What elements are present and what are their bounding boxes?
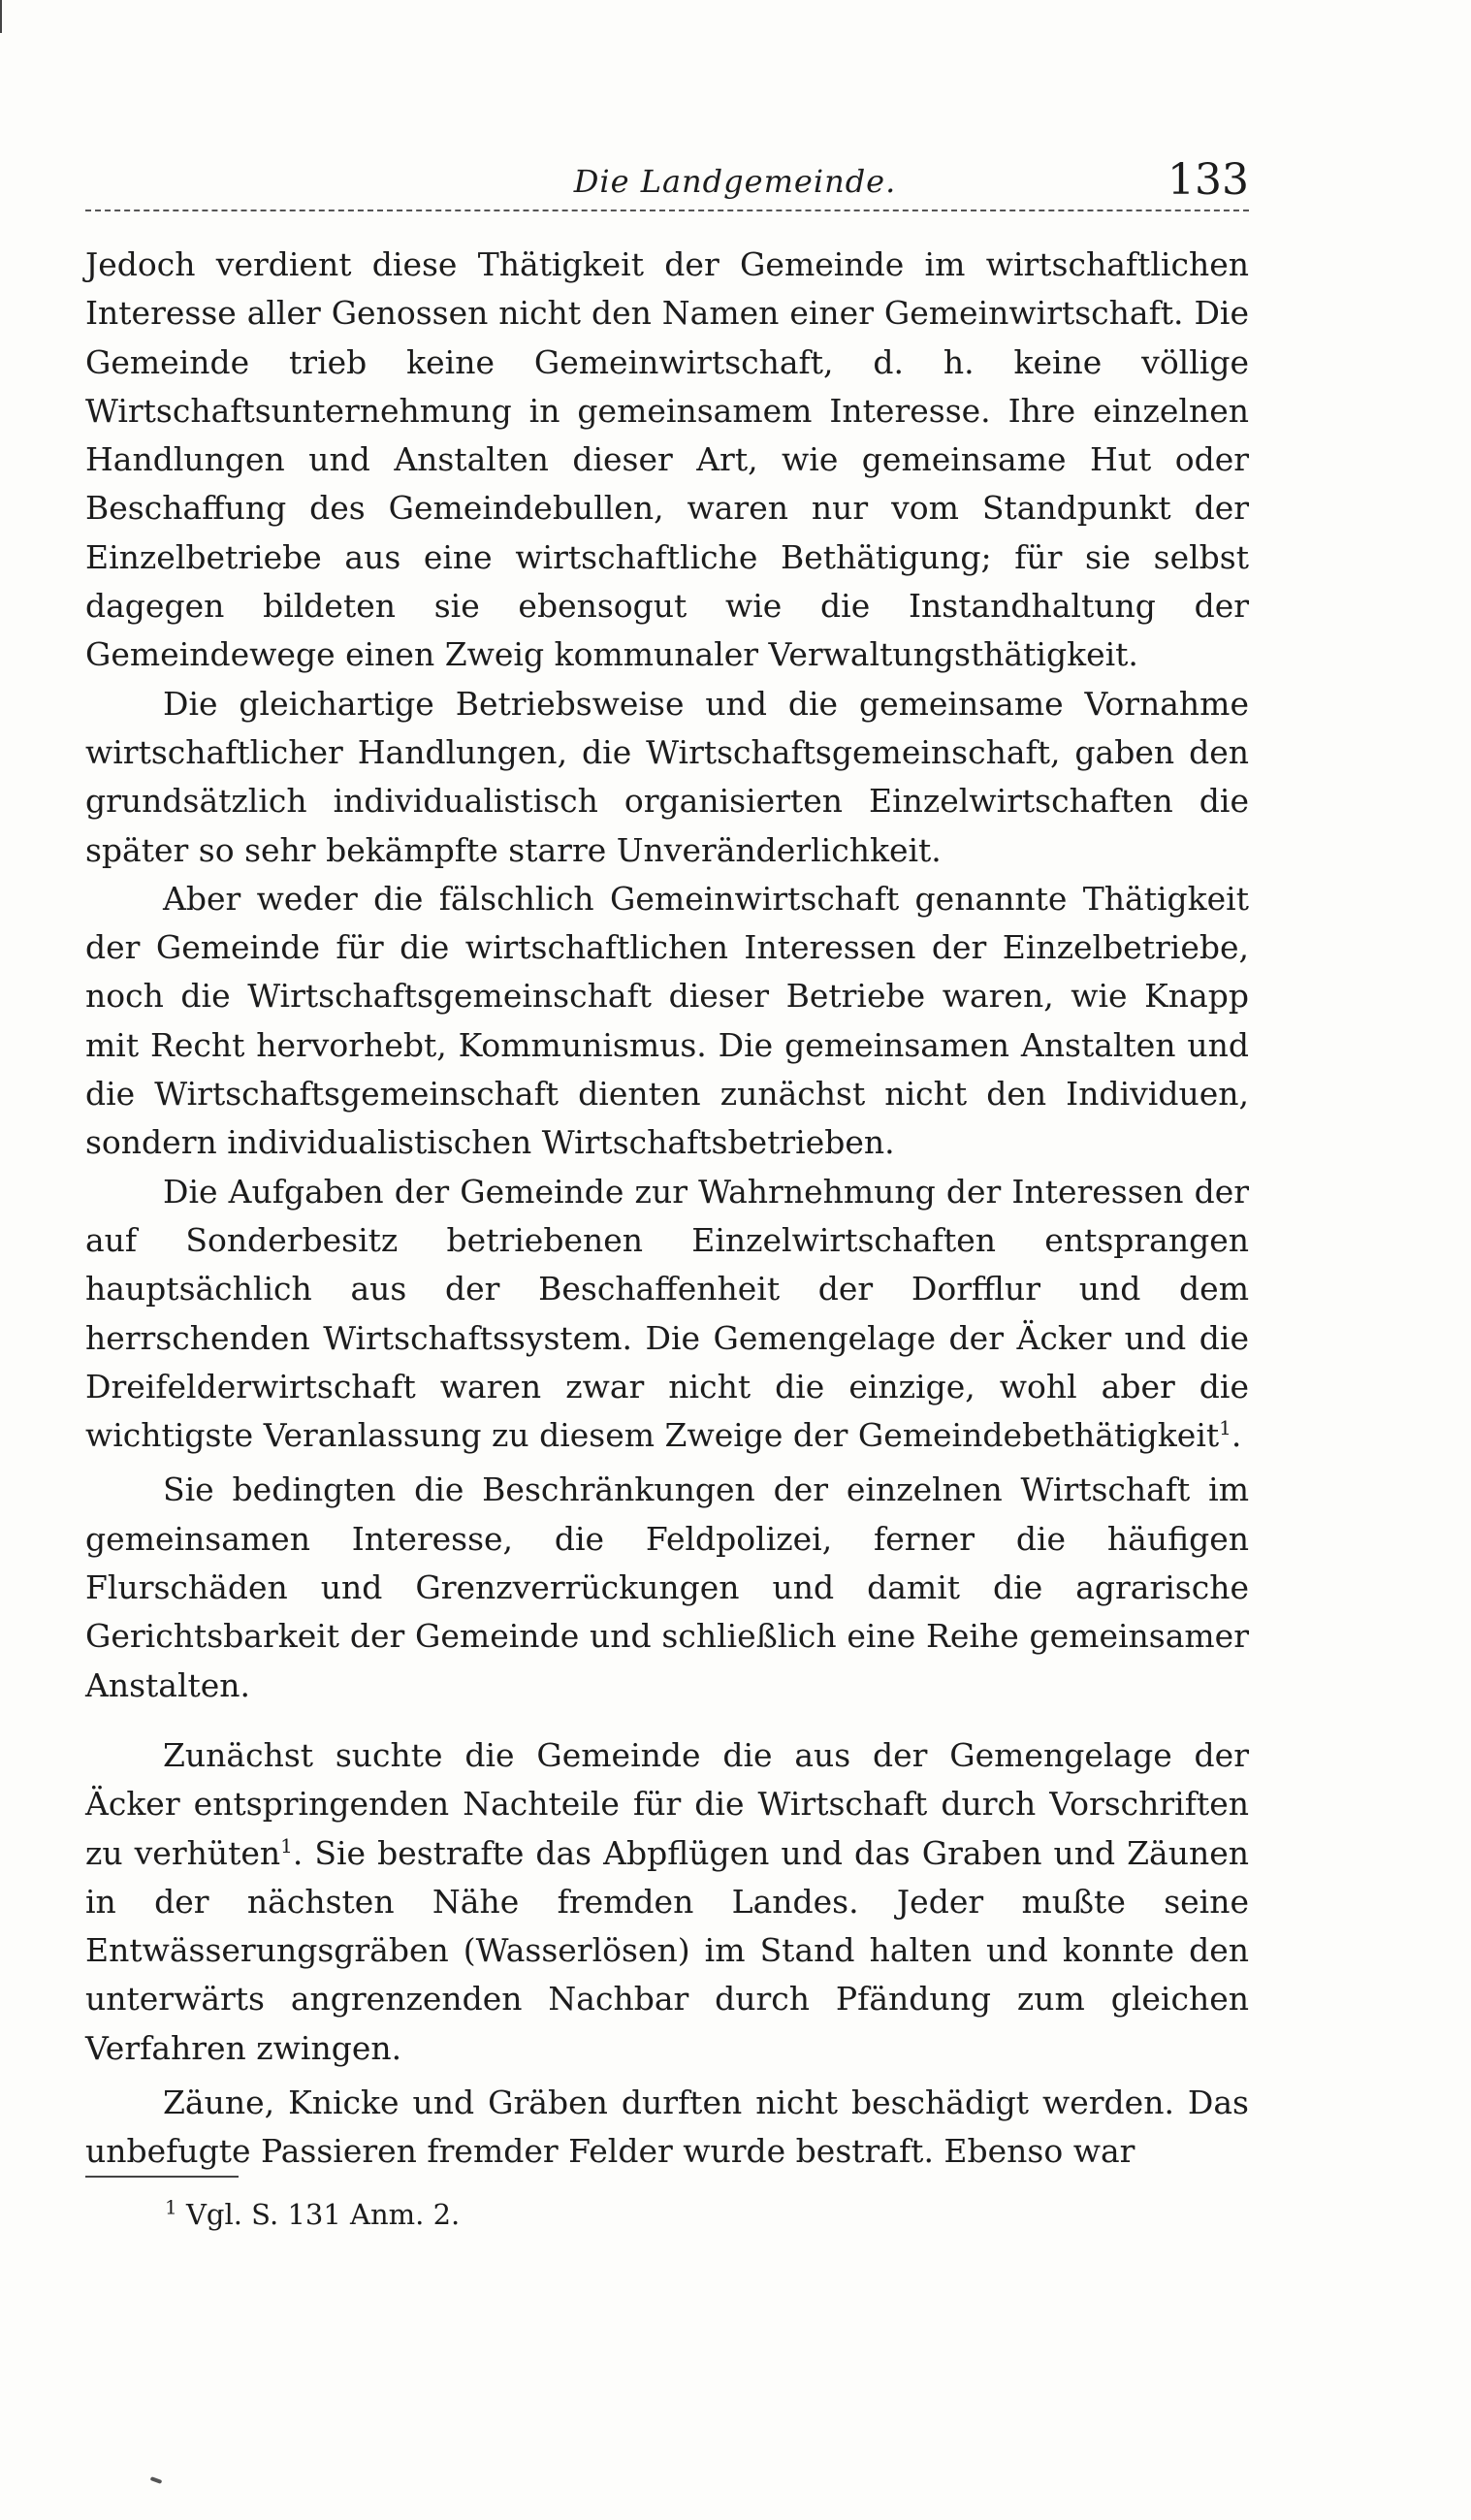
running-title: Die Landgemeinde. [573,163,897,200]
scan-speck [150,2476,163,2484]
paragraph-4-tail: . [1231,1416,1242,1455]
paragraph-6 [85,1731,1249,2073]
paragraph-6-text: Zunächst suchte die Gemeinde die aus der Gemengelage der Äcker entspringenden Nachteile für die Wirtschaft durch Vorschriften zu verhüten [85,1735,1249,1872]
paragraph-3: Aber weder die fälschlich Gemeinwirtschaft genannte Thätigkeit der Gemeinde für die wirtschaftlichen Interessen der Einzelbetriebe, noch die Wirtschaftsgemeinschaft dieser Betriebe waren, wie Knapp mit Recht hervorhebt, Kommunismus. Die gemeinsamen Anstalten und die Wirtschaftsgemeinschaft dienten zunächst nicht den Individuen, sondern individualistischen Wirtschaftsbetrieben. [85,879,1249,1162]
page-header [85,155,1249,213]
body-text [85,241,1249,2177]
footnote-rule [85,2176,239,2178]
footnote [165,2195,460,2234]
paragraph-6-tail: . [292,1833,304,1872]
header-rule [85,210,1249,211]
paragraph-6-continuation: Sie bestrafte das Abpflügen und das Graben und Zäunen in der nächsten Nähe fremden Landes. Jeder mußte seine Entwässerungsgräben (Wasserlösen) im Stand halten und konnte den unterwärts angrenzenden Nachbar durch Pfändung zum gleichen Verfahren zwingen. [85,1833,1249,2067]
paragraph-1: Jedoch verdient diese Thätigkeit der Gemeinde im wirtschaftlichen Interesse aller Genossen nicht den Namen einer Gemeinwirtschaft. Die Gemeinde trieb keine Gemeinwirtschaft, d. h. keine völlige Wirtschaftsunternehmung in gemeinsamem Interesse. Ihre einzelnen Handlungen und Anstalten dieser Art, wie gemeinsame Hut oder Beschaffung des Gemeindebullen, waren nur vom Standpunkt der Einzelbetriebe aus eine wirtschaftliche Bethätigung; für sie selbst dagegen bildeten sie ebensogut wie die Instandhaltung der Gemeindewege einen Zweig kommunaler Verwaltungsthätigkeit. [85,245,1249,674]
scan-edge-mark [0,0,2,33]
paragraph-4 [85,1168,1249,1461]
paragraph-2: Die gleichartige Betriebsweise und die gemeinsame Vornahme wirtschaftlicher Handlungen, die Wirtschaftsgemeinschaft, gaben den grundsätzlich individualistisch organisierten Einzelwirtschaften die später so sehr bekämpfte starre Unveränderlichkeit. [85,684,1249,869]
paragraph-5: Sie bedingten die Beschränkungen der einzelnen Wirtschaft im gemeinsamen Interesse, die Feldpolizei, ferner die häufigen Flurschäden und Grenzverrückungen und damit die agrarische Gerichtsbarkeit der Gemeinde und schließlich eine Reihe gemeinsamer Anstalten. [85,1470,1249,1704]
footnote-reference[interactable]: 1 [280,1833,293,1858]
page-number: 133 [1167,155,1249,205]
footnote-text: Vgl. S. 131 Anm. 2. [185,2198,461,2231]
paragraph-7: Zäune, Knicke und Gräben durften nicht beschädigt werden. Das unbefugte Passieren fremder Felder wurde bestraft. Ebenso war [85,2083,1249,2171]
footnote-mark: 1 [165,2195,177,2219]
footnote-reference[interactable]: 1 [1219,1416,1231,1440]
paragraph-4-text: Die Aufgaben der Gemeinde zur Wahrnehmung der Interessen der auf Sonderbesitz betriebenen Einzelwirtschaften entsprangen hauptsächlich aus der Beschaffenheit der Dorfflur und dem herrschenden Wirtschaftssystem. Die Gemengelage der Äcker und die Dreifelderwirtschaft waren zwar nicht die einzige, wohl aber die wichtigste Veranlassung zu diesem Zweige der Gemeindebethätigkeit [85,1172,1249,1455]
